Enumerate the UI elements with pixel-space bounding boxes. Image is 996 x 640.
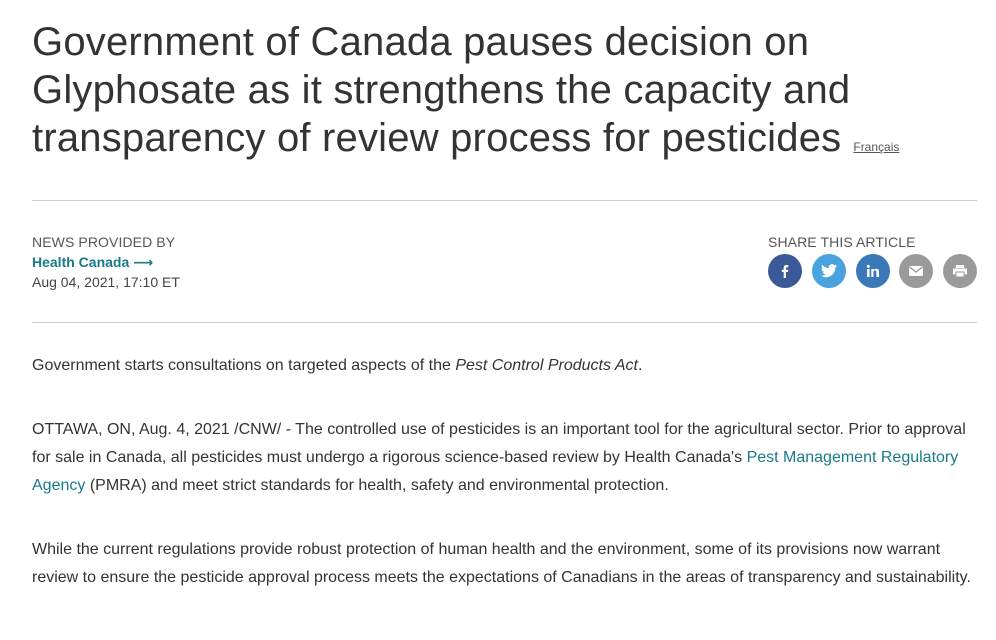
subheading-act-name: Pest Control Products Act (455, 357, 638, 374)
provider-name: Health Canada (32, 254, 130, 270)
arrow-right-icon: ⟶ (133, 254, 154, 270)
linkedin-icon (866, 264, 880, 278)
page-title-text: Government of Canada pauses decision on Glyphosate as it strengthens the capacity and transparency of review process for pesticides (32, 20, 851, 160)
twitter-icon (821, 264, 837, 278)
provider-link[interactable] (32, 252, 153, 272)
share-label: SHARE THIS ARTICLE (768, 234, 916, 250)
page-title (32, 18, 977, 171)
share-print-button[interactable] (943, 254, 977, 288)
article-subheading (32, 352, 642, 380)
facebook-icon (778, 264, 792, 278)
share-linkedin-button[interactable] (856, 254, 890, 288)
email-icon (908, 265, 924, 277)
paragraph-1-text-after-link: (PMRA) and meet strict standards for health, safety and environmental protection. (85, 477, 669, 494)
article-paragraph-2: While the current regulations provide robust protection of human health and the environment, some of its provisions now warrant review to ensure the pesticide approval process meets the expectations of Canadians in the areas of transparency and sustainability. (32, 541, 971, 586)
news-provided-by-label: NEWS PROVIDED BY (32, 234, 176, 250)
share-icons (768, 254, 977, 290)
header-divider (32, 200, 977, 201)
language-toggle-link[interactable]: Français (853, 140, 900, 154)
print-icon (952, 264, 968, 278)
article-paragraph-1 (32, 416, 972, 500)
paragraph-1-text-before-link: OTTAWA, ON, Aug. 4, 2021 /CNW/ - The controlled use of pesticides is an important tool for the agricultural sector. Prior to approval for sale in Canada, all pesticides must undergo a rigorous science-based review by Health Canada's (32, 421, 966, 466)
share-facebook-button[interactable] (768, 254, 802, 288)
news-provider-block (32, 232, 180, 292)
publish-date: Aug 04, 2021, 17:10 ET (32, 274, 180, 290)
share-twitter-button[interactable] (812, 254, 846, 288)
meta-divider (32, 322, 977, 323)
pmra-link[interactable]: Pest Management Regulatory Agency (32, 449, 959, 494)
subheading-prefix: Government starts consultations on targeted aspects of the (32, 357, 456, 374)
share-email-button[interactable] (899, 254, 933, 288)
article-header (32, 0, 977, 171)
share-block (768, 232, 977, 252)
subheading-suffix: . (637, 357, 643, 374)
